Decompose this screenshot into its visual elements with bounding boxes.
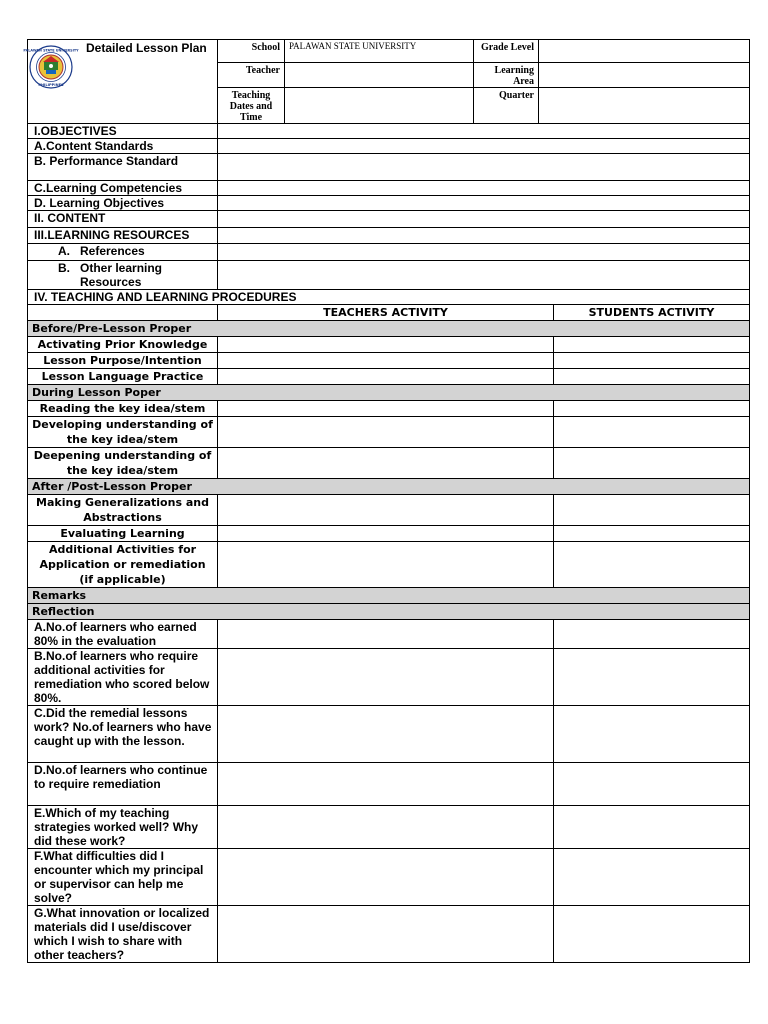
teachers-activity-header: TEACHERS ACTIVITY [218,305,554,321]
title-cell [23,40,218,124]
reflection-g-label: G.What innovation or localized materials did I use/discover which I wish to share with other teachers? [28,906,218,963]
other-resources-field[interactable] [218,261,750,290]
grade-level-field[interactable] [539,40,750,63]
page-title: Detailed Lesson Plan [86,41,207,55]
reflection-d-student-field[interactable] [554,763,750,806]
reflection-g-teacher-field[interactable] [218,906,554,963]
objectives-field[interactable] [218,124,750,139]
during-lesson-band: During Lesson Poper [28,385,750,401]
university-seal-icon [23,45,79,89]
learning-objectives-field[interactable] [218,196,750,211]
learning-objectives-label: D. Learning Objectives [28,196,218,211]
content-standards-label: A.Content Standards [28,139,218,154]
activating-teacher-field[interactable] [218,337,554,353]
deepening-label: Deepening understanding of the key idea/stem [28,448,218,479]
lesson-plan-form [23,39,749,963]
reflection-f-teacher-field[interactable] [218,849,554,906]
grade-level-label: Grade Level [474,40,539,63]
remarks-band: Remarks [28,588,750,604]
deepening-teacher-field[interactable] [218,448,554,479]
purpose-label: Lesson Purpose/Intention [28,353,218,369]
school-label: School [218,40,285,63]
additional-teacher-field[interactable] [218,542,554,588]
reflection-b-label: B.No.of learners who require additional activities for remediation who scored below 80%. [28,649,218,706]
before-lesson-band: Before/Pre-Lesson Proper [28,321,750,337]
reflection-f-student-field[interactable] [554,849,750,906]
reflection-a-student-field[interactable] [554,620,750,649]
students-activity-header: STUDENTS ACTIVITY [554,305,750,321]
blank-header-cell [28,305,218,321]
reflection-b-teacher-field[interactable] [218,649,554,706]
teacher-label: Teacher [218,63,285,88]
reflection-g-student-field[interactable] [554,906,750,963]
seal-top-text: PALAWAN STATE UNIVERSITY [23,48,79,53]
reflection-c-teacher-field[interactable] [218,706,554,763]
after-lesson-band: After /Post-Lesson Proper [28,479,750,495]
reflection-a-label: A.No.of learners who earned 80% in the evaluation [28,620,218,649]
school-field[interactable]: PALAWAN STATE UNIVERSITY [285,40,474,63]
purpose-student-field[interactable] [554,353,750,369]
reading-teacher-field[interactable] [218,401,554,417]
generalizations-label: Making Generalizations and Abstractions [28,495,218,526]
content-field[interactable] [218,211,750,228]
language-teacher-field[interactable] [218,369,554,385]
teacher-field[interactable] [285,63,474,88]
references-field[interactable] [218,244,750,261]
teaching-dates-label: Teaching Dates and Time [218,88,285,124]
evaluating-teacher-field[interactable] [218,526,554,542]
seal-bottom-text: PHILIPPINES [38,83,64,87]
learning-competencies-label: C.Learning Competencies [28,181,218,196]
performance-standard-label: B. Performance Standard [28,154,218,181]
activating-label: Activating Prior Knowledge [28,337,218,353]
objectives-table [27,123,750,305]
activating-student-field[interactable] [554,337,750,353]
objectives-heading: I.OBJECTIVES [28,124,218,139]
developing-teacher-field[interactable] [218,417,554,448]
references-label [28,244,218,261]
additional-student-field[interactable] [554,542,750,588]
learning-area-field[interactable] [539,63,750,88]
performance-standard-field[interactable] [218,154,750,181]
generalizations-student-field[interactable] [554,495,750,526]
reflection-e-student-field[interactable] [554,806,750,849]
other-resources-text: Other learning Resources [80,261,163,289]
additional-label: Additional Activities for Application or remediation (if applicable) [28,542,218,588]
language-student-field[interactable] [554,369,750,385]
reflection-e-teacher-field[interactable] [218,806,554,849]
learning-resources-field[interactable] [218,228,750,244]
learning-resources-heading: III.LEARNING RESOURCES [28,228,218,244]
reflection-d-label: D.No.of learners who continue to require remediation [28,763,218,806]
procedures-table [27,304,750,963]
references-text: References [80,244,145,258]
reflection-e-label: E.Which of my teaching strategies worked well? Why did these work? [28,806,218,849]
other-resources-number: B. [58,261,70,275]
evaluating-label: Evaluating Learning [28,526,218,542]
content-heading: II. CONTENT [28,211,218,228]
reading-label: Reading the key idea/stem [28,401,218,417]
generalizations-teacher-field[interactable] [218,495,554,526]
reflection-f-label: F.What difficulties did I encounter which my principal or supervisor can help me solve? [28,849,218,906]
header-table [23,39,750,124]
evaluating-student-field[interactable] [554,526,750,542]
content-standards-field[interactable] [218,139,750,154]
reflection-d-teacher-field[interactable] [218,763,554,806]
reflection-c-student-field[interactable] [554,706,750,763]
procedures-heading: IV. TEACHING AND LEARNING PROCEDURES [28,290,750,305]
other-resources-label [28,261,218,290]
reflection-a-teacher-field[interactable] [218,620,554,649]
learning-competencies-field[interactable] [218,181,750,196]
deepening-student-field[interactable] [554,448,750,479]
quarter-field[interactable] [539,88,750,124]
reflection-c-label: C.Did the remedial lessons work? No.of learners who have caught up with the lesson. [28,706,218,763]
quarter-label: Quarter [474,88,539,124]
references-number: A. [58,244,70,258]
developing-label: Developing understanding of the key idea/stem [28,417,218,448]
developing-student-field[interactable] [554,417,750,448]
learning-area-label: Learning Area [474,63,539,88]
reflection-b-student-field[interactable] [554,649,750,706]
teaching-dates-field[interactable] [285,88,474,124]
reading-student-field[interactable] [554,401,750,417]
purpose-teacher-field[interactable] [218,353,554,369]
language-label: Lesson Language Practice [28,369,218,385]
reflection-band: Reflection [28,604,750,620]
